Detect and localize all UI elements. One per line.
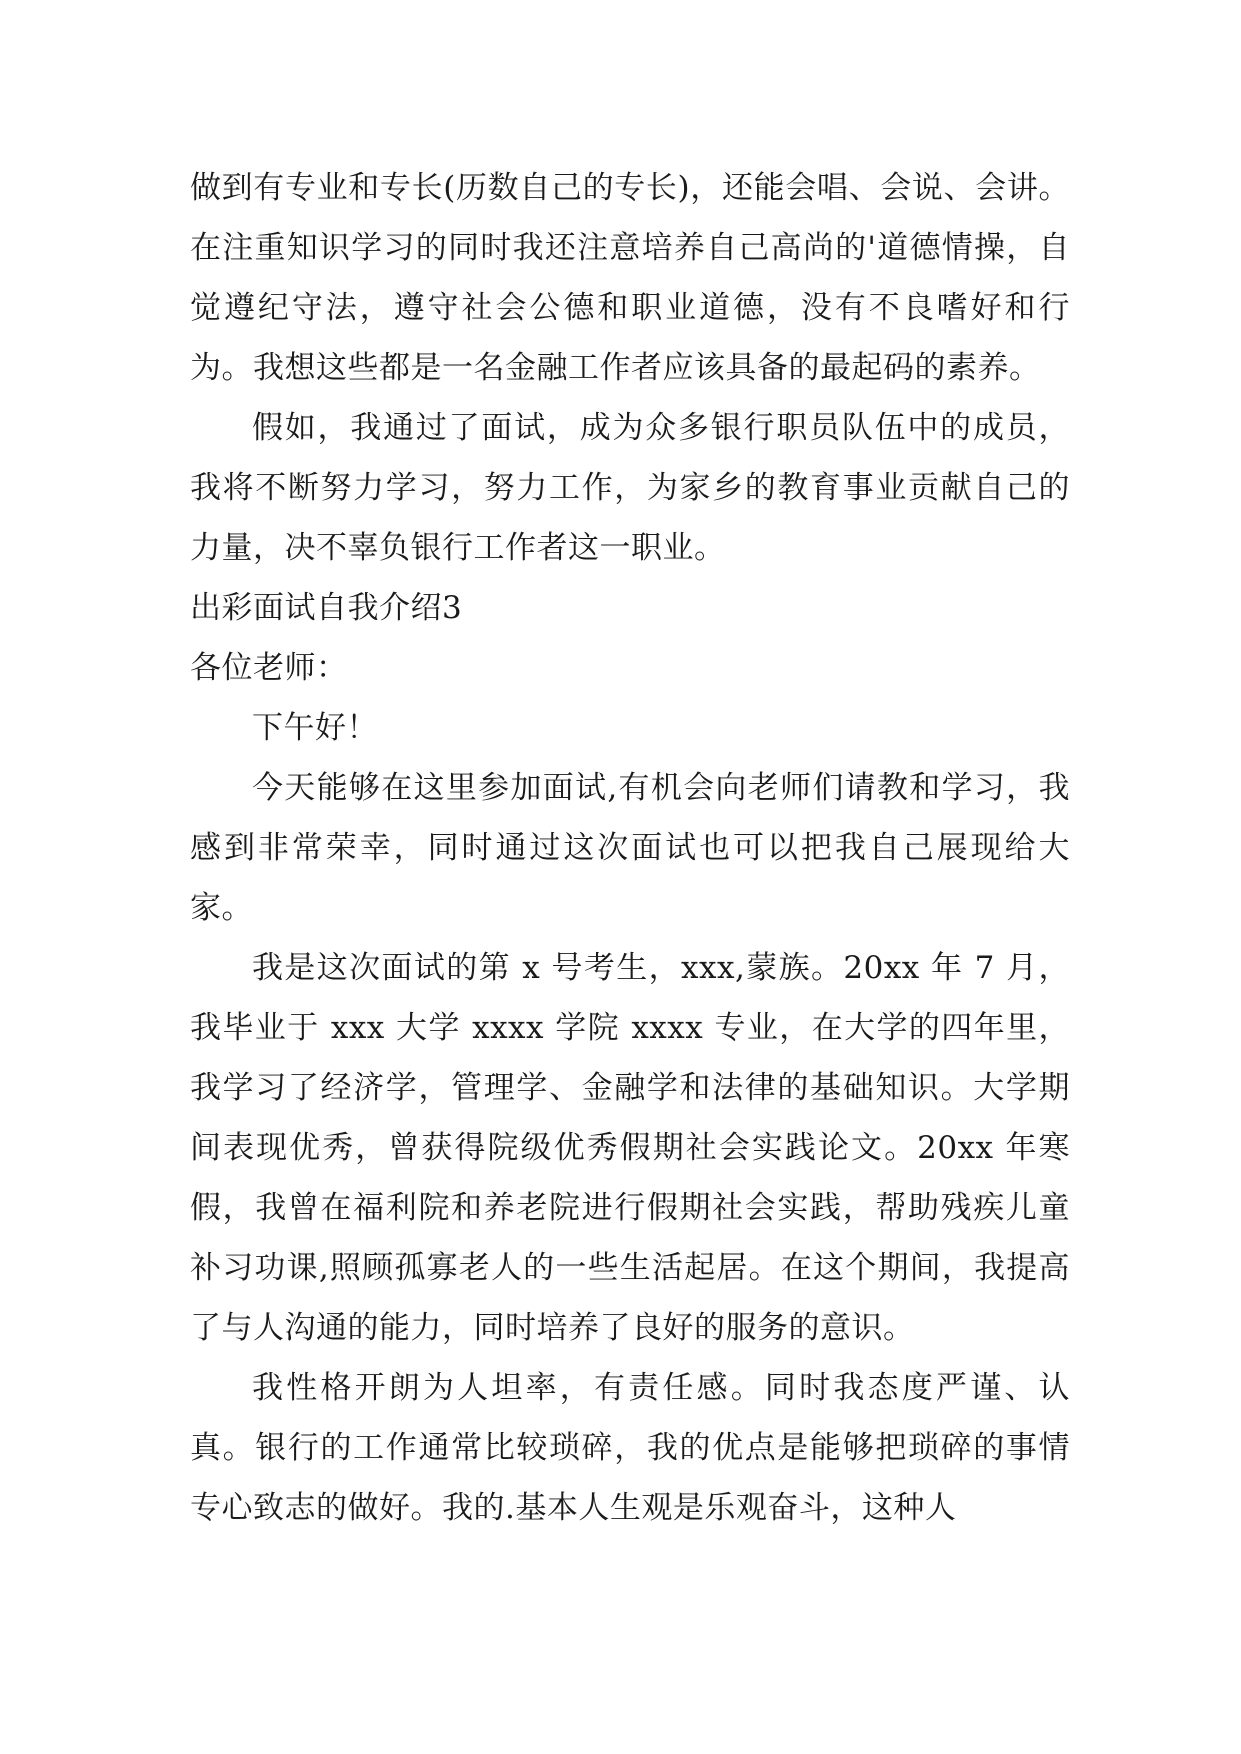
greeting: 下午好！ [252,710,378,746]
paragraph-1: 做到有专业和专长(历数自己的专长)，还能会唱、会说、会讲。在注重知识学习的同时我还注意培养自己高尚的'道德情操，自觉遵纪守法，遵守社会公德和职业道德，没有不良嗜好和行为。我想这些都是一名金融工作者应该具备的最起码的素养。 [190,170,1070,386]
paragraph-3: 今天能够在这里参加面试,有机会向老师们请教和学习，我感到非常荣幸，同时通过这次面试也可以把我自己展现给大家。 [190,770,1070,926]
paragraph-2: 假如，我通过了面试，成为众多银行职员队伍中的成员，我将不断努力学习，努力工作，为家乡的教育事业贡献自己的力量，决不辜负银行工作者这一职业。 [190,410,1070,566]
salutation: 各位老师： [190,650,348,686]
section-heading: 出彩面试自我介绍3 [190,590,463,626]
paragraph-5: 我性格开朗为人坦率，有责任感。同时我态度严谨、认真。银行的工作通常比较琐碎，我的优点是能够把琐碎的事情专心致志的做好。我的.基本人生观是乐观奋斗，这种人 [190,1370,1070,1526]
document-body [190,158,1070,1538]
paragraph-4: 我是这次面试的第 x 号考生，xxx,蒙族。20xx 年 7 月，我毕业于 xxx 大学 xxxx 学院 xxxx 专业，在大学的四年里，我学习了经济学，管理学、金融学和法律的基础知识。大学期间表现优秀，曾获得院级优秀假期社会实践论文。20xx 年寒假，我曾在福利院和养老院进行假期社会实践，帮助残疾儿童补习功课,照顾孤寡老人的一些生活起居。在这个期间，我提高了与人沟通的能力，同时培养了良好的服务的意识。 [190,950,1070,1346]
